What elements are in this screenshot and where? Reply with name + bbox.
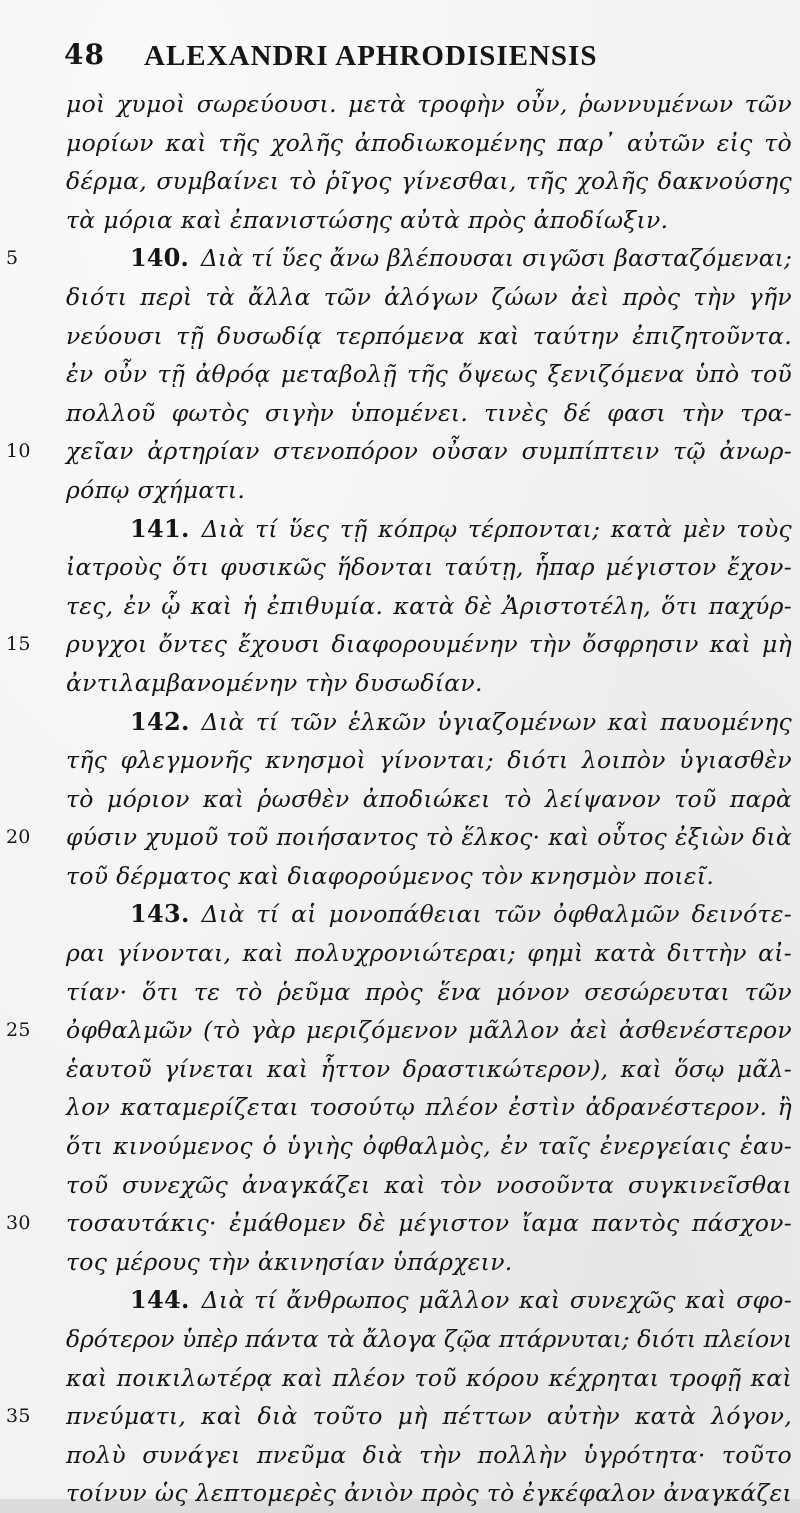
line-text: Διὰ τί αἱ μονοπάθειαι τῶν ὀφθαλμῶν δεινότε- bbox=[201, 900, 792, 929]
text-line bbox=[66, 355, 792, 394]
line-text: μοὶ χυμοὶ σωρεύουσι. μετὰ τροφὴν οὖν, ῥωννυμένων τῶν bbox=[66, 90, 792, 118]
line-text: τοίνυν ὡς λεπτομερὲς ἀνιὸν πρὸς τὸ ἐγκέφαλον ἀναγκάζει bbox=[66, 1479, 792, 1508]
line-number: 35 bbox=[6, 1405, 31, 1428]
section-number: 142. bbox=[130, 706, 190, 736]
text-line bbox=[66, 201, 792, 240]
line-text: Διὰ τί ἄνθρωπος μᾶλλον καὶ συνεχῶς καὶ σφο- bbox=[201, 1286, 792, 1315]
text-line bbox=[66, 664, 792, 703]
section-number: 140. bbox=[130, 243, 189, 273]
text-line bbox=[66, 317, 792, 356]
section-number: 141. bbox=[130, 513, 190, 543]
text-line bbox=[6, 818, 792, 857]
line-text: Διὰ τί ὕες τῇ κόπρῳ τέρπονται; κατὰ μὲν τοὺς bbox=[201, 514, 792, 543]
line-text: δρότερον ὑπὲρ πάντα τὰ ἄλογα ζῷα πτάρνυται; διότι πλείονι bbox=[66, 1325, 792, 1353]
line-text: τος μέρους τὴν ἀκινησίαν ὑπάρχειν. bbox=[66, 1247, 513, 1276]
line-text: τῆς φλεγμονῆς κνησμοὶ γίνονται; διότι λοιπὸν ὑγιασθὲν bbox=[66, 746, 792, 775]
text-line bbox=[66, 1243, 792, 1282]
text-line bbox=[6, 432, 792, 471]
line-text: τὸ μόριον καὶ ῥωσθὲν ἀποδιώκει τὸ λείψανον τοῦ παρὰ bbox=[66, 784, 792, 813]
line-text: ὅτι κινούμενος ὁ ὑγιὴς ὀφθαλμὸς, ἐν ταῖς ἐνεργείαις ἑαυ- bbox=[66, 1132, 792, 1161]
line-text: τοῦ δέρματος καὶ διαφορούμενος τὸν κνησμὸν ποιεῖ. bbox=[66, 861, 715, 890]
line-text: πνεύματι, καὶ διὰ τοῦτο μὴ πέττων αὐτὴν κατὰ λόγον, bbox=[66, 1402, 792, 1431]
line-number: 25 bbox=[6, 1019, 31, 1042]
text-line bbox=[66, 895, 792, 934]
line-text: τίαν· ὅτι τε τὸ ῥεῦμα πρὸς ἕνα μόνον σεσώρευται τῶν bbox=[66, 977, 792, 1006]
line-number: 30 bbox=[6, 1212, 31, 1235]
running-head: ALEXANDRI APHRODISIENSIS bbox=[144, 40, 598, 72]
line-number: 15 bbox=[6, 633, 31, 656]
line-text: ἐν οὖν τῇ ἀθρόᾳ μεταβολῇ τῆς ὄψεως ξενιζόμενα ὑπὸ τοῦ bbox=[66, 360, 792, 389]
line-text: ρόπῳ σχήματι. bbox=[66, 475, 246, 504]
text-line bbox=[6, 1397, 792, 1436]
line-text: τες, ἐν ᾧ καὶ ἡ ἐπιθυμία. κατὰ δὲ Ἀριστοτέλη, ὅτι παχύρ- bbox=[66, 591, 792, 620]
body-text bbox=[0, 85, 800, 1513]
section-number: 143. bbox=[130, 899, 190, 929]
line-text: δέρμα, συμβαίνει τὸ ῥῖγος γίνεσθαι, τῆς χολῆς δακνούσης bbox=[66, 167, 792, 196]
text-line bbox=[66, 1166, 792, 1205]
text-line bbox=[66, 1088, 792, 1127]
text-line bbox=[66, 1320, 792, 1359]
text-line bbox=[6, 239, 792, 278]
text-line bbox=[66, 162, 792, 201]
text-line bbox=[66, 1359, 792, 1398]
text-line bbox=[66, 934, 792, 973]
line-text: ραι γίνονται, καὶ πολυχρονιώτεραι; φημὶ κατὰ διττὴν αἰ- bbox=[66, 939, 792, 968]
section-number: 144. bbox=[130, 1285, 190, 1315]
text-line bbox=[66, 703, 792, 742]
line-text: ἑαυτοῦ γίνεται καὶ ἧττον δραστικώτερον), καὶ ὅσῳ μᾶλ- bbox=[66, 1054, 792, 1083]
line-text: ἰατροὺς ὅτι φυσικῶς ἥδονται ταύτῃ, ἧπαρ μέγιστον ἔχον- bbox=[66, 553, 792, 582]
text-line bbox=[6, 1204, 792, 1243]
page-header bbox=[64, 38, 744, 78]
line-text: καὶ ποικιλωτέρᾳ καὶ πλέον τοῦ κόρου κέχρηται τροφῇ καὶ bbox=[66, 1363, 792, 1392]
text-line bbox=[6, 625, 792, 664]
line-text: τοσαυτάκις· ἐμάθομεν δὲ μέγιστον ἴαμα παντὸς πάσχον- bbox=[66, 1209, 792, 1238]
text-line bbox=[66, 741, 792, 780]
line-text: Διὰ τί τῶν ἑλκῶν ὑγιαζομένων καὶ παυομένης bbox=[201, 707, 792, 736]
text-line bbox=[66, 1127, 792, 1166]
text-line bbox=[66, 857, 792, 896]
line-text: λον καταμερίζεται τοσούτῳ πλέον ἐστὶν ἀδρανέστερον. ἢ bbox=[66, 1093, 792, 1122]
line-text: νεύουσι τῇ δυσωδίᾳ τερπόμενα καὶ ταύτην ἐπιζητοῦντα. bbox=[66, 321, 792, 350]
text-line bbox=[66, 394, 792, 433]
text-line bbox=[66, 85, 792, 124]
text-line bbox=[66, 780, 792, 819]
line-text: ὀφθαλμῶν (τὸ γὰρ μεριζόμενον μᾶλλον ἀεὶ ἀσθενέστερον bbox=[66, 1016, 792, 1045]
line-number: 10 bbox=[6, 440, 31, 463]
text-line bbox=[66, 124, 792, 163]
line-text: πολὺ συνάγει πνεῦμα διὰ τὴν πολλὴν ὑγρότητα· τοῦτο bbox=[66, 1440, 792, 1469]
line-text: Διὰ τί ὕες ἄνω βλέπουσαι σιγῶσι βασταζόμεναι; bbox=[200, 244, 792, 273]
line-text: πολλοῦ φωτὸς σιγὴν ὑπομένει. τινὲς δέ φασι τὴν τρα- bbox=[66, 398, 792, 427]
line-number: 20 bbox=[6, 826, 31, 849]
line-number: 5 bbox=[6, 247, 19, 270]
page-number: 48 bbox=[64, 38, 105, 71]
text-line bbox=[66, 587, 792, 626]
text-line bbox=[66, 1474, 792, 1513]
text-line bbox=[66, 471, 792, 510]
line-text: διότι περὶ τὰ ἄλλα τῶν ἀλόγων ζώων ἀεὶ πρὸς τὴν γῆν bbox=[66, 282, 792, 311]
text-line bbox=[66, 278, 792, 317]
text-line bbox=[6, 1011, 792, 1050]
text-line bbox=[66, 548, 792, 587]
line-text: μορίων καὶ τῆς χολῆς ἀποδιωκομένης παρ᾽ αὐτῶν εἰς τὸ bbox=[66, 128, 792, 157]
line-text: τὰ μόρια καὶ ἐπανιστώσης αὐτὰ πρὸς ἀποδίωξιν. bbox=[66, 205, 669, 234]
text-line bbox=[66, 510, 792, 549]
line-text: χεῖαν ἀρτηρίαν στενοπόρον οὖσαν συμπίπτειν τῷ ἀνωρ- bbox=[66, 437, 792, 466]
line-text: ἀντιλαμβανομένην τὴν δυσωδίαν. bbox=[66, 668, 483, 697]
line-text: φύσιν χυμοῦ τοῦ ποιήσαντος τὸ ἕλκος· καὶ οὗτος ἐξιὼν διὰ bbox=[66, 823, 792, 852]
text-line bbox=[66, 1436, 792, 1475]
text-line bbox=[66, 973, 792, 1012]
line-text: ρυγχοι ὄντες ἔχουσι διαφορουμένην τὴν ὄσφρησιν καὶ μὴ bbox=[66, 630, 792, 659]
text-line bbox=[66, 1281, 792, 1320]
line-text: τοῦ συνεχῶς ἀναγκάζει καὶ τὸν νοσοῦντα συγκινεῖσθαι bbox=[66, 1170, 792, 1199]
text-line bbox=[66, 1050, 792, 1089]
